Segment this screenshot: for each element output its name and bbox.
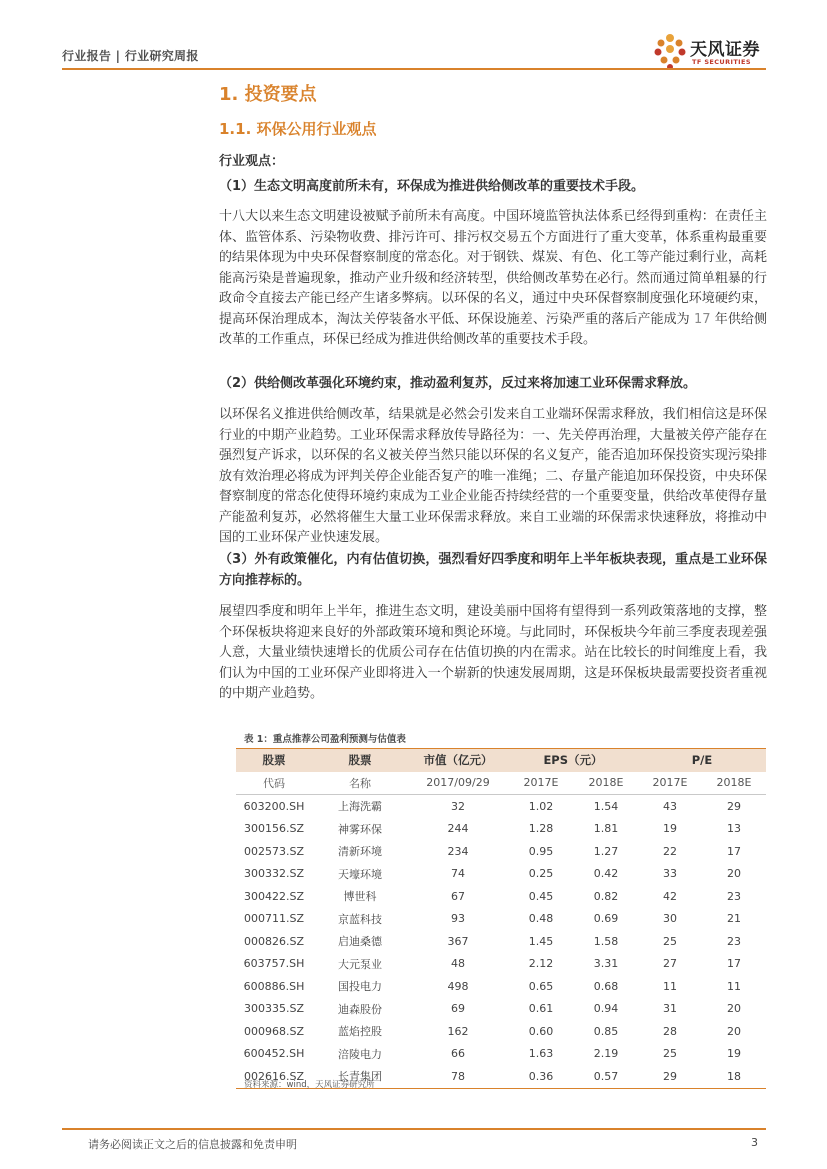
table-row (236, 1020, 766, 1043)
table-row (236, 908, 766, 931)
table-cell: 0.68 (593, 979, 619, 993)
table-cell: 0.65 (528, 979, 554, 993)
table-cell: 19 (663, 822, 677, 836)
table-cell: 13 (727, 822, 741, 836)
logo-dots-icon (652, 32, 688, 72)
table-cell: 498 (447, 979, 469, 993)
table-row (236, 998, 766, 1021)
point-1-title: （1）生态文明高度前所未有，环保成为推进供给侧改革的重要技术手段。 (219, 179, 645, 194)
table-cell: 国投电力 (338, 980, 382, 994)
table-cell: 300335.SZ (243, 1002, 304, 1016)
table-subheader-cell: 2017E (638, 772, 702, 795)
table-row (236, 863, 766, 886)
table-cell: 1.63 (528, 1047, 554, 1061)
table-header-cell: EPS（元） (508, 749, 638, 772)
table-subheader-cell: 2018E (702, 772, 766, 795)
table-cell: 27 (663, 957, 677, 971)
table-cell: 0.57 (574, 1065, 638, 1088)
table-cell: 300156.SZ (243, 822, 304, 836)
table-row (236, 975, 766, 998)
table-cell: 1.28 (528, 822, 554, 836)
table-cell: 涪陵电力 (338, 1047, 382, 1061)
table-cell: 0.36 (508, 1065, 574, 1088)
point-1-body-b: 年供给侧改革的工作重点，环保已经成为推进供给侧改革的重要技术手段。 (219, 311, 767, 347)
table-source: 资料来源：wind，天风证券研究所 (244, 1080, 375, 1090)
table-cell: 23 (727, 889, 741, 903)
table-cell: 69 (451, 1002, 465, 1016)
table-cell: 蓝焰控股 (338, 1025, 382, 1039)
logo-text-cn: 天风证券 (690, 40, 760, 60)
table-subheader-cell: 2017/09/29 (408, 772, 508, 795)
header-divider (62, 68, 766, 70)
table-cell: 20 (727, 1002, 741, 1016)
table-cell: 20 (727, 867, 741, 881)
table-cell: 23 (727, 934, 741, 948)
table-cell: 1.54 (593, 799, 619, 813)
table-cell: 300422.SZ (243, 889, 304, 903)
table-cell: 大元泵业 (338, 957, 382, 971)
table-cell: 20 (727, 1024, 741, 1038)
table-cell: 19 (727, 1047, 741, 1061)
view-label: 行业观点： (219, 154, 285, 169)
table-cell: 2.12 (528, 957, 554, 971)
table-cell: 33 (663, 867, 677, 881)
table-cell: 0.42 (593, 867, 619, 881)
table-cell: 京蓝科技 (338, 912, 382, 926)
table-cell: 67 (451, 889, 465, 903)
table-cell: 0.25 (528, 867, 554, 881)
table-row (236, 795, 766, 818)
table-header-row (236, 749, 766, 772)
point-2-title: （2）供给侧改革强化环境约束，推动盈利复苏，反过来将加速工业环保需求释放。 (219, 376, 697, 391)
section-heading: 1. 投资要点 (219, 84, 317, 105)
point-1-body-a: 十八大以来生态文明建设被赋予前所未有高度。中国环境监管执法体系已经得到重构：在责任主体、监管体系、污染物收费、排污许可、排污权交易五个方面进行了重大变革，体系重构最重要的结果体现为中央环保督察制度的常态化。对于钢铁、煤炭、有色、化工等产能过剩行业，高耗能高污染是普遍现象，推动产业升级和经济转型，供给侧改革势在必行。然而通过简单粗暴的行政命令直接去产能已经产生诸多弊病。以环保的名义，通过中央环保督察制度强化环境硬约束，提高环保治理成本，淘汰关停装备水平低、环保设施差、污染严重的落后产能成为 (219, 209, 767, 327)
subsection-heading: 1.1. 环保公用行业观点 (219, 120, 377, 138)
table-header-cell: 市值（亿元） (408, 749, 508, 772)
table-cell: 93 (451, 912, 465, 926)
table-cell: 上海洗霸 (338, 800, 382, 814)
table-subheader-cell: 名称 (312, 772, 408, 795)
table-row (236, 840, 766, 863)
footer-divider (62, 1128, 766, 1130)
table-cell: 22 (663, 844, 677, 858)
table-cell: 0.82 (593, 889, 619, 903)
table-cell: 000968.SZ (243, 1024, 304, 1038)
table-cell: 42 (663, 889, 677, 903)
table-body (236, 795, 766, 1089)
point-2-body: 以环保名义推进供给侧改革，结果就是必然会引发来自工业端环保需求释放，我们相信这是环保行业的中期产业趋势。工业环保需求释放传导路径为：一、先关停再治理，大量被关停产能存在强烈复产诉求，以环保的名义被关停当然只能以环保的名义复产，能否追加环保投资实现污染排放有效治理必将成为评判关停企业能否复产的唯一准绳；二、存量产能追加环保投资，中央环保督察制度的常态化使得环境约束成为工业企业能否持续经营的一个重要变量，供给改革使得存量产能盈利复苏，必然将催生大量工业环保需求释放。来自工业端的环保需求快速释放，将推动中国的工业环保产业快速发展。 (219, 407, 767, 545)
table-subheader-cell: 2018E (574, 772, 638, 795)
table-cell: 000711.SZ (243, 912, 304, 926)
table-cell: 162 (447, 1024, 469, 1038)
table-cell: 300332.SZ (243, 867, 304, 881)
table-cell: 603200.SH (243, 799, 305, 813)
table-cell: 48 (451, 957, 465, 971)
table-cell: 32 (451, 799, 465, 813)
table-cell: 0.85 (593, 1024, 619, 1038)
table-cell: 启迪桑德 (338, 935, 382, 949)
table-cell: 0.61 (528, 1002, 554, 1016)
table-cell: 0.60 (528, 1024, 554, 1038)
table-cell: 600886.SH (243, 979, 305, 993)
table-cell: 1.81 (593, 822, 619, 836)
table-cell: 002616.SZ (236, 1065, 312, 1088)
table-subheader-cell: 2017E (508, 772, 574, 795)
table-cell: 17 (727, 844, 741, 858)
table-cell: 29 (638, 1065, 702, 1088)
table-cell: 11 (727, 979, 741, 993)
table-cell: 3.31 (593, 957, 619, 971)
table-cell: 迪森股份 (338, 1002, 382, 1016)
table-cell: 0.95 (528, 844, 554, 858)
table-caption: 表 1：重点推荐公司盈利预测与估值表 (244, 734, 406, 745)
table-row (236, 818, 766, 841)
table-cell: 30 (663, 912, 677, 926)
footer-disclaimer: 请务必阅读正文之后的信息披露和免责申明 (88, 1138, 297, 1151)
table-header-cell: 股票 (312, 749, 408, 772)
table-cell: 600452.SH (243, 1047, 305, 1061)
table-cell: 78 (408, 1065, 508, 1088)
table-cell: 603757.SH (243, 957, 305, 971)
point-1-body (219, 207, 767, 351)
table-cell: 0.48 (528, 912, 554, 926)
point-3-body: 展望四季度和明年上半年，推进生态文明，建设美丽中国将有望得到一系列政策落地的支撑，整个环保板块将迎来良好的外部政策环境和舆论环境。与此同时，环保板块今年前三季度表现差强人意，大量业绩快速增长的优质公司存在估值切换的内在需求。站在比较长的时间维度上看，我们认为中国的工业环保产业即将进入一个崭新的快速发展周期，这是环保板块最需要投资者重视的中期产业趋势。 (219, 604, 767, 701)
table-cell: 21 (727, 912, 741, 926)
table-row (236, 885, 766, 908)
table-cell: 234 (447, 844, 469, 858)
table-cell: 17 (727, 957, 741, 971)
table-cell: 29 (727, 799, 741, 813)
table-cell: 1.58 (593, 934, 619, 948)
table-cell: 清新环境 (338, 845, 382, 859)
table-cell: 天壕环境 (338, 867, 382, 881)
table-header-cell: 股票 (236, 749, 312, 772)
year-number: 17 (693, 311, 711, 327)
table-cell: 神雾环保 (338, 822, 382, 836)
table-header-cell: P/E (638, 749, 766, 772)
table-cell: 长青集团 (312, 1065, 408, 1088)
logo-text-en: TF SECURITIES (692, 58, 751, 66)
table-cell: 0.94 (593, 1002, 619, 1016)
table-cell: 11 (663, 979, 677, 993)
table-row (236, 953, 766, 976)
table-cell: 1.27 (593, 844, 619, 858)
point-3-title: （3）外有政策催化，内有估值切换，强烈看好四季度和明年上半年板块表现，重点是工业环保方向推荐标的。 (219, 552, 767, 588)
table-cell: 25 (663, 934, 677, 948)
table-cell: 博世科 (343, 890, 377, 904)
table-cell: 31 (663, 1002, 677, 1016)
table-cell: 0.45 (528, 889, 554, 903)
company-logo (650, 32, 770, 72)
table-row (236, 930, 766, 953)
table-cell: 28 (663, 1024, 677, 1038)
table-subheader-row (236, 772, 766, 795)
table-cell: 25 (663, 1047, 677, 1061)
table-cell: 18 (702, 1065, 766, 1088)
valuation-table (236, 748, 766, 1089)
table-cell: 367 (447, 934, 469, 948)
table-cell: 0.69 (593, 912, 619, 926)
table-cell: 74 (451, 867, 465, 881)
table-cell: 002573.SZ (243, 844, 304, 858)
table-cell: 1.02 (528, 799, 554, 813)
table-cell: 1.45 (528, 934, 554, 948)
table-row (236, 1043, 766, 1066)
header-breadcrumb: 行业报告 | 行业研究周报 (62, 49, 199, 63)
table-subheader-cell: 代码 (236, 772, 312, 795)
page-number: 3 (751, 1136, 758, 1149)
table-cell: 244 (447, 822, 469, 836)
table-cell: 000826.SZ (243, 934, 304, 948)
table-cell: 43 (663, 799, 677, 813)
table-cell: 66 (451, 1047, 465, 1061)
table-cell: 2.19 (593, 1047, 619, 1061)
